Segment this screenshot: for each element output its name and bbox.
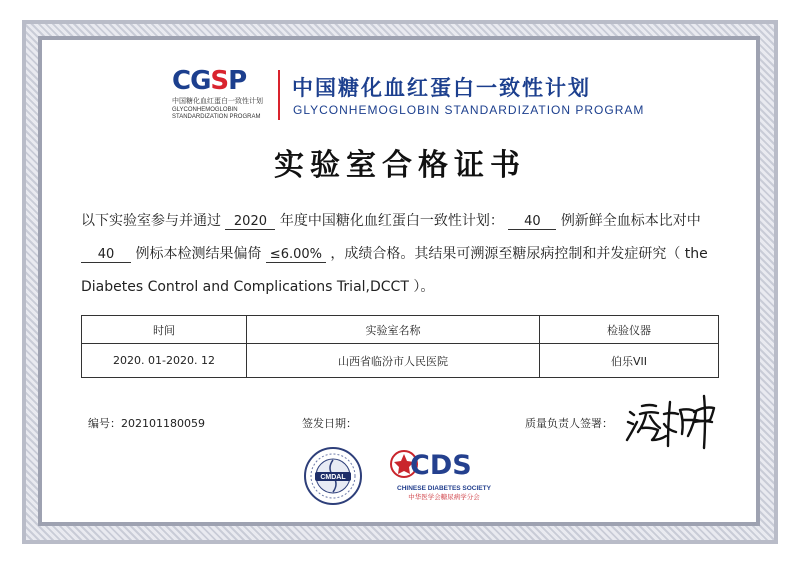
program-title-cn: 中国糖化血红蛋白一致性计划 [292,76,591,100]
logo-text-s: S [210,66,229,96]
program-title-en: GLYCONHEMOGLOBIN STANDARDIZATION PROGRAM [293,103,645,117]
cell-time: 2020. 01-2020. 12 [82,344,247,378]
sample-count-value: 40 [508,214,556,230]
logo-text-p: P [228,66,247,96]
col-header-instrument: 检验仪器 [540,316,719,344]
cgsp-logo [172,67,272,121]
col-header-time: 时间 [82,316,247,344]
logo-sub-en2: STANDARDIZATION PROGRAM [172,114,261,120]
lab-info-table [81,315,719,378]
header-divider [278,70,280,120]
certificate-title: 实验室合格证书 [274,148,526,183]
body-line-1: 以下实验室参与并通过 2020 年度中国糖化血红蛋白一致性计划： 40 例新鲜全血标本比对中 [81,213,701,229]
issue-date-label: 签发日期： [302,417,357,430]
body-line-3: Diabetes Control and Complications Trial,DCCT ）。 [81,279,435,295]
quality-manager-label: 质量负责人签署： [525,417,613,430]
certificate-number: 编号：202101180059 [88,417,205,430]
logo-sub-en1: GLYCONHEMOGLOBIN [172,107,238,113]
cds-logo-icon [386,446,502,506]
col-header-lab: 实验室名称 [247,316,540,344]
bias-value: ≤6.00% [266,247,326,263]
table-row [82,344,719,378]
cds-label: CDS [410,450,472,481]
pass-count-value: 40 [81,247,131,263]
cmdal-seal-icon [303,446,363,506]
cmdal-label: CMDAL [320,474,346,481]
signature [622,392,720,452]
cds-cn-label: 中华医学会糖尿病学分会 [408,493,480,501]
logo-sub-cn: 中国糖化血红蛋白一致性计划 [172,98,263,105]
cell-instrument: 伯乐VII [540,344,719,378]
body-line-2: 40 例标本检测结果偏倚 ≤6.00% ，成绩合格。其结果可溯源至糖尿病控制和并发症研究（ the [81,243,708,263]
logo-text-cg: CG [172,66,211,96]
cds-en-label: CHINESE DIABETES SOCIETY [397,485,491,492]
cell-lab: 山西省临汾市人民医院 [247,344,540,378]
table-header-row [82,316,719,344]
year-value: 2020 [225,214,275,230]
